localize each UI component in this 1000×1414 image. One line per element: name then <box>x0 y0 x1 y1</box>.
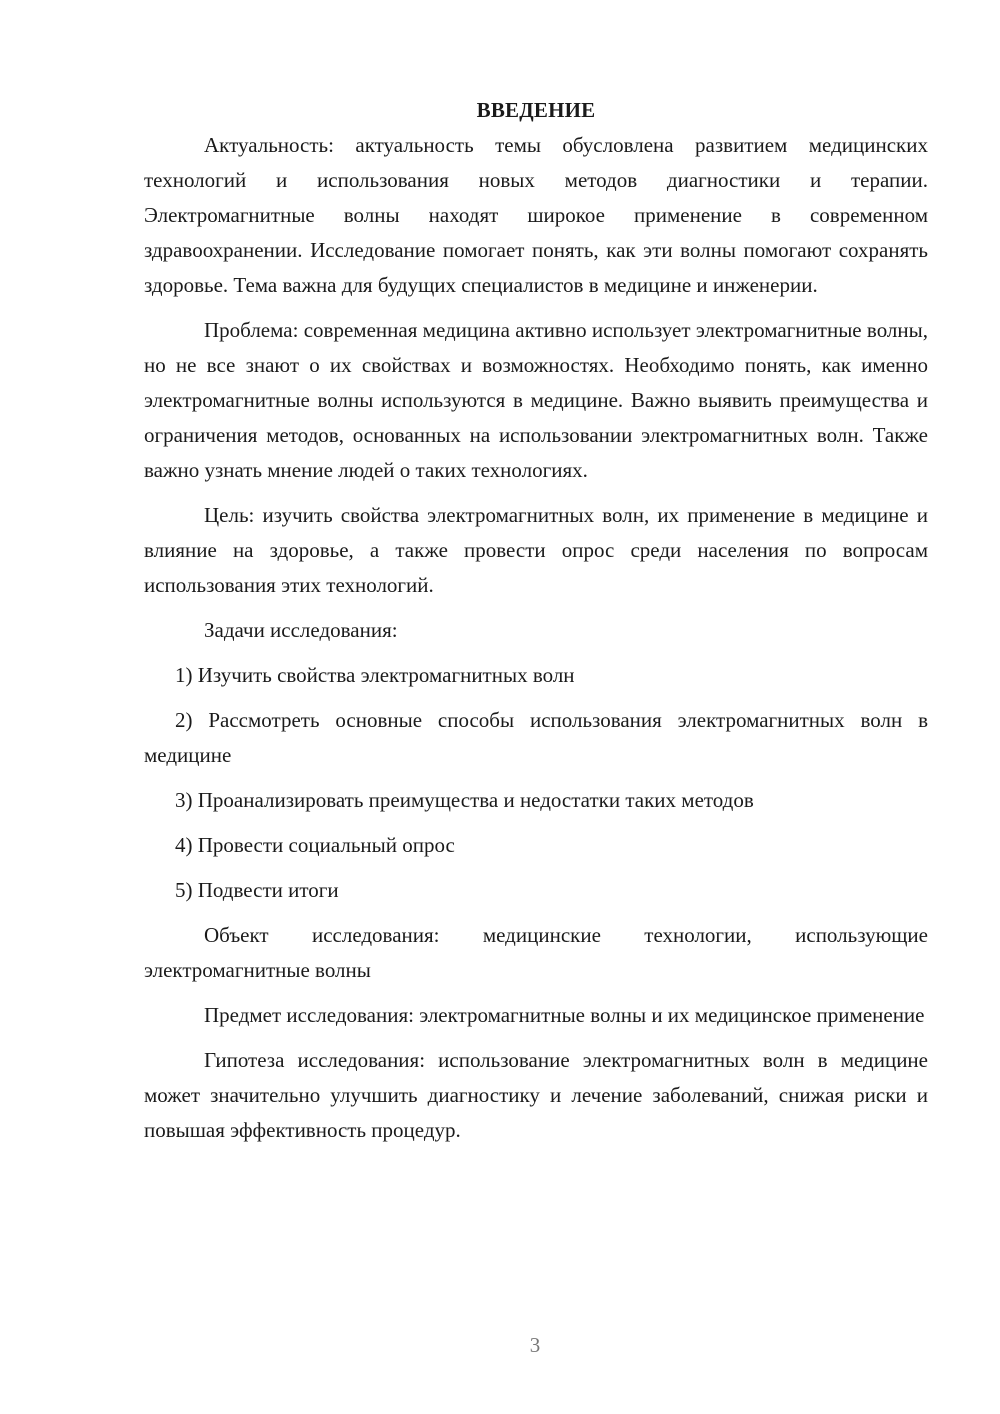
task-item-3: 3) Проанализировать преимущества и недостатки таких методов <box>175 788 754 812</box>
page-number: 3 <box>529 1333 541 1357</box>
object-paragraph: Объект исследования: медицинские технологии, использующие электромагнитные волны <box>144 923 928 982</box>
page-content <box>144 93 928 1148</box>
task-item-2: 2) Рассмотреть основные способы использования электромагнитных волн в медицине <box>144 708 928 767</box>
task-item-4: 4) Провести социальный опрос <box>175 833 455 857</box>
goal-paragraph: Цель: изучить свойства электромагнитных волн, их применение в медицине и влияние на здоровье, а также провести опрос среди населения по вопросам использования этих технологий. <box>144 503 928 597</box>
problem-paragraph: Проблема: современная медицина активно использует электромагнитные волны, но не все знают о их свойствах и возможностях. Необходимо понять, как именно электромагнитные волны используются в медицине. Важно выявить преимущества и ограничения методов, основанных на использовании электромагнитных волн. Также важно узнать мнение людей о таких технологиях. <box>144 318 928 482</box>
subject-paragraph: Предмет исследования: электромагнитные волны и их медицинское применение <box>204 1003 925 1027</box>
task-item-1: 1) Изучить свойства электромагнитных волн <box>175 663 575 687</box>
page-title: ВВЕДЕНИЕ <box>476 98 596 122</box>
relevance-paragraph: Актуальность: актуальность темы обусловлена развитием медицинских технологий и использования новых методов диагностики и терапии. Электромагнитные волны находят широкое применение в современном здравоохранении. Исследование помогает понять, как эти волны помогают сохранять здоровье. Тема важна для будущих специалистов в медицине и инженерии. <box>144 133 928 297</box>
task-item-5: 5) Подвести итоги <box>175 878 339 902</box>
hypothesis-paragraph: Гипотеза исследования: использование электромагнитных волн в медицине может значительно улучшить диагностику и лечение заболеваний, снижая риски и повышая эффективность процедур. <box>144 1048 928 1142</box>
tasks-heading: Задачи исследования: <box>204 618 398 642</box>
